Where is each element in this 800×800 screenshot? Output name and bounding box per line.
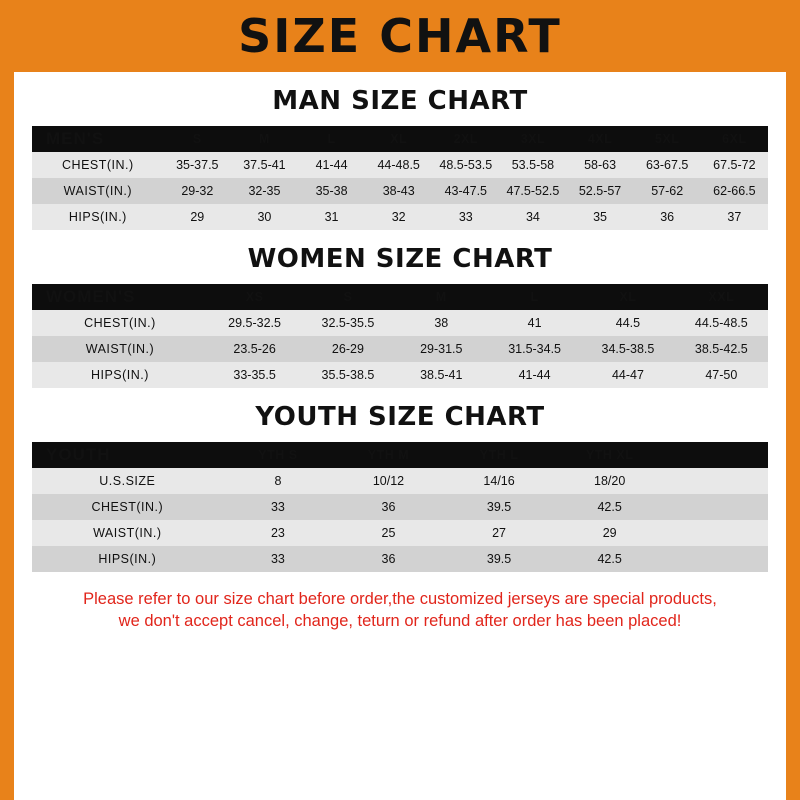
- row-label: WAIST(IN.): [32, 178, 164, 204]
- table-row: [32, 178, 768, 204]
- col-header: WOMEN'S: [32, 284, 208, 310]
- cell: 44.5-48.5: [675, 310, 768, 336]
- col-header: XL: [365, 126, 432, 152]
- cell: 32-35: [231, 178, 298, 204]
- cell: 63-67.5: [634, 152, 701, 178]
- cell: 37.5-41: [231, 152, 298, 178]
- cell-spacer: [665, 468, 768, 494]
- cell: 41-44: [488, 362, 581, 388]
- cell: 34: [499, 204, 566, 230]
- cell: 35-38: [298, 178, 365, 204]
- cell: 35: [567, 204, 634, 230]
- col-header: XS: [208, 284, 301, 310]
- cell-spacer: [665, 546, 768, 572]
- table-row: [32, 520, 768, 546]
- cell: 26-29: [301, 336, 394, 362]
- cell: 10/12: [333, 468, 444, 494]
- col-header: L: [298, 126, 365, 152]
- cell: 37: [701, 204, 768, 230]
- cell: 29.5-32.5: [208, 310, 301, 336]
- cell: 35.5-38.5: [301, 362, 394, 388]
- cell-spacer: [665, 520, 768, 546]
- col-header: S: [301, 284, 394, 310]
- cell: 44-48.5: [365, 152, 432, 178]
- col-header: YTH XL: [554, 442, 665, 468]
- cell: 33-35.5: [208, 362, 301, 388]
- cell: 41-44: [298, 152, 365, 178]
- cell: 42.5: [554, 494, 665, 520]
- col-header: S: [164, 126, 231, 152]
- col-header: 4XL: [567, 126, 634, 152]
- footer-note-line1: Please refer to our size chart before order,the customized jerseys are special products,: [83, 590, 717, 608]
- col-header: L: [488, 284, 581, 310]
- cell: 34.5-38.5: [581, 336, 674, 362]
- cell: 33: [223, 494, 334, 520]
- cell: 31: [298, 204, 365, 230]
- cell: 38.5-41: [395, 362, 488, 388]
- cell: 33: [432, 204, 499, 230]
- cell: 52.5-57: [567, 178, 634, 204]
- youth-section-title: YOUTH SIZE CHART: [255, 402, 545, 432]
- cell: 36: [333, 494, 444, 520]
- cell: 48.5-53.5: [432, 152, 499, 178]
- cell: 38: [395, 310, 488, 336]
- table-row: [32, 204, 768, 230]
- col-header: MEN'S: [32, 126, 164, 152]
- row-label: HIPS(IN.): [32, 546, 223, 572]
- table-row: [32, 310, 768, 336]
- row-label: CHEST(IN.): [32, 310, 208, 336]
- cell: 62-66.5: [701, 178, 768, 204]
- cell: 41: [488, 310, 581, 336]
- men-section-title: MAN SIZE CHART: [272, 86, 528, 116]
- col-header-spacer: [665, 442, 768, 468]
- cell: 30: [231, 204, 298, 230]
- cell: 29-32: [164, 178, 231, 204]
- row-label: U.S.SIZE: [32, 468, 223, 494]
- table-header-row: [32, 126, 768, 152]
- cell: 25: [333, 520, 444, 546]
- col-header: YTH M: [333, 442, 444, 468]
- cell: 32.5-35.5: [301, 310, 394, 336]
- row-label: WAIST(IN.): [32, 336, 208, 362]
- footer-note-line2: we don't accept cancel, change, teturn or refund after order has been placed!: [118, 612, 682, 631]
- col-header: YOUTH: [32, 442, 223, 468]
- cell: 8: [223, 468, 334, 494]
- cell: 53.5-58: [499, 152, 566, 178]
- cell: 29-31.5: [395, 336, 488, 362]
- col-header: M: [395, 284, 488, 310]
- col-header: 6XL: [701, 126, 768, 152]
- cell: 23: [223, 520, 334, 546]
- row-label: HIPS(IN.): [32, 362, 208, 388]
- cell: 36: [634, 204, 701, 230]
- cell: 47-50: [675, 362, 768, 388]
- col-header: M: [231, 126, 298, 152]
- cell: 32: [365, 204, 432, 230]
- table-header-row: [32, 284, 768, 310]
- women-size-table: [32, 284, 768, 388]
- table-row: [32, 362, 768, 388]
- cell: 33: [223, 546, 334, 572]
- table-header-row: [32, 442, 768, 468]
- col-header: 2XL: [432, 126, 499, 152]
- table-row: [32, 494, 768, 520]
- cell: 27: [444, 520, 555, 546]
- cell: 47.5-52.5: [499, 178, 566, 204]
- youth-size-table: [32, 442, 768, 572]
- cell: 29: [164, 204, 231, 230]
- cell: 44.5: [581, 310, 674, 336]
- cell: 18/20: [554, 468, 665, 494]
- cell: 67.5-72: [701, 152, 768, 178]
- cell: 36: [333, 546, 444, 572]
- col-header: XXL: [675, 284, 768, 310]
- col-header: YTH L: [444, 442, 555, 468]
- table-row: [32, 336, 768, 362]
- row-label: WAIST(IN.): [32, 520, 223, 546]
- page-title: SIZE CHART: [238, 9, 562, 63]
- col-header: 3XL: [499, 126, 566, 152]
- col-header: 5XL: [634, 126, 701, 152]
- cell: 23.5-26: [208, 336, 301, 362]
- cell: 58-63: [567, 152, 634, 178]
- cell: 35-37.5: [164, 152, 231, 178]
- cell-spacer: [665, 494, 768, 520]
- col-header: YTH S: [223, 442, 334, 468]
- cell: 39.5: [444, 546, 555, 572]
- footer-note: [42, 588, 758, 633]
- row-label: HIPS(IN.): [32, 204, 164, 230]
- chart-content: [14, 86, 786, 633]
- cell: 57-62: [634, 178, 701, 204]
- women-section-title: WOMEN SIZE CHART: [247, 244, 553, 274]
- row-label: CHEST(IN.): [32, 152, 164, 178]
- cell: 14/16: [444, 468, 555, 494]
- cell: 42.5: [554, 546, 665, 572]
- table-row: [32, 152, 768, 178]
- col-header: XL: [581, 284, 674, 310]
- table-row: [32, 546, 768, 572]
- cell: 31.5-34.5: [488, 336, 581, 362]
- table-row: [32, 468, 768, 494]
- cell: 43-47.5: [432, 178, 499, 204]
- cell: 38.5-42.5: [675, 336, 768, 362]
- cell: 44-47: [581, 362, 674, 388]
- row-label: CHEST(IN.): [32, 494, 223, 520]
- cell: 38-43: [365, 178, 432, 204]
- cell: 39.5: [444, 494, 555, 520]
- men-size-table: [32, 126, 768, 230]
- cell: 29: [554, 520, 665, 546]
- banner: [0, 0, 800, 72]
